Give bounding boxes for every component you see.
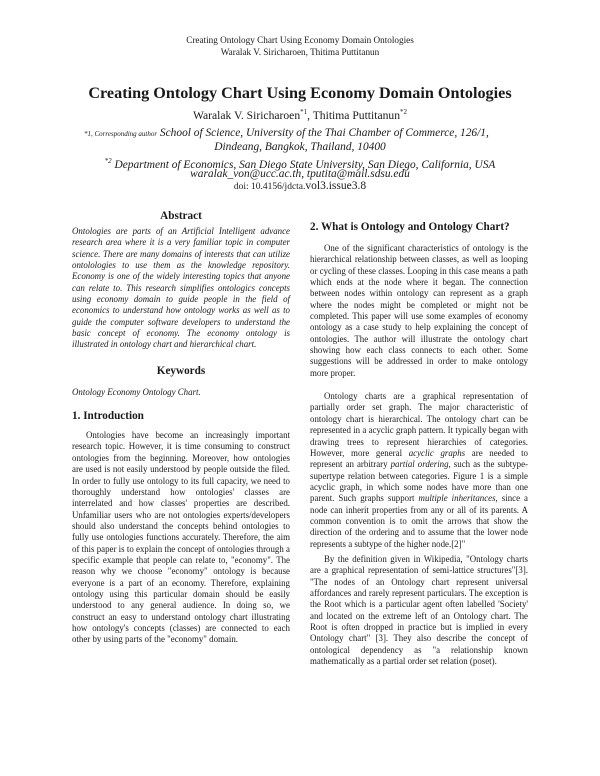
author-2: Thitima Puttitanun [312, 108, 400, 122]
affiliation-1 [84, 126, 544, 141]
section-2-heading: 2. What is Ontology and Ontology Chart? [310, 221, 510, 233]
keywords-text: Ontology Economy Ontology Chart. [72, 386, 201, 397]
abstract-text: Ontologies are parts of an Artificial Intelligent advance research area where it is a very familiar topic in computer science. There are many domains of interests that can utilize ontolologies to use them as the knowledge repository. Economy is one of the widely interesting topics that anyone can relate to. This research simplifies ontologics concepts using economy domain to guide people in the field of economics to understand how ontology works as well as to guide the computer software developers to understand the basic concept of economy. The economy ontology is illustrated in ontology chart and hierarchical chart. [72, 226, 290, 350]
p2-term-multiple-inheritances: multiple inheritances [418, 493, 496, 504]
p2-text-a: Ontology charts are a graphical representation of partially order set graph. The major characteristic of ontology chart is hierarchical. The ontology chart can be represented in a acyclic graph pattern. It typically began with drawing trees to represent hierarchies of categories. However, more general [310, 391, 528, 458]
left-column [72, 210, 290, 646]
affiliation-2-marker: *2 [104, 157, 112, 165]
abstract-heading: Abstract [160, 210, 202, 222]
affiliation-1-line: School of Science, University of the Thai Chamber of Commerce, 126/1, [159, 127, 489, 139]
author-emails: waralak_von@ucc.ac.th, tputita@mail.sdsu.edu [190, 168, 410, 180]
paper-title: Creating Ontology Chart Using Economy Domain Ontologies [88, 84, 512, 102]
introduction-heading: 1. Introduction [72, 410, 144, 423]
right-column [310, 221, 528, 667]
doi [0, 180, 600, 192]
running-head [0, 35, 600, 58]
p2-term-acyclic-graphs: acyclic graphs [408, 447, 466, 458]
p2-text-c: are needed to represent an arbitrary [310, 447, 528, 470]
running-head-title: Creating Ontology Chart Using Economy Domain Ontologies [186, 35, 414, 45]
author-1-marker: *1 [300, 108, 308, 116]
corresponding-author-tag: *1, Corresponding author [84, 130, 158, 138]
introduction-paragraph: Ontologies have become an increasingly important research topic. However, it is time consuming to construct ontologies from the beginning. Moreover, how ontologies are used is not easily understood by people outside the filed. In order to fully use ontology to its full capacity, we need to thoroughly understand how ontologies' classes are interrelated and how classes' properties are described. Unfamiliar users who are not ontologies experts/developers should also understand the concepts behind ontologies to fully use ontologies functions accurately. Therefore, the aim of this paper is to explain the concept of ontologies through a specific example that people can relate to, "economy". The reason why we choose "economy" ontology is because everyone is a part of an economy. Therefore, explaining ontology using this particular domain should be easily understood to any general audience. In doing so, we construct an easy to understand ontology chart illustrating how ontology's concepts (classes) are connected to each other by using parts of the "economy" domain. [72, 430, 290, 645]
running-head-authors: Waralak V. Siricharoen, Thitima Puttitanun [220, 46, 380, 57]
keywords-heading: Keywords [156, 364, 206, 377]
section-2-paragraph-1: One of the significant characteristics of ontology is the hierarchical relationship between classes, as well as looping or cycling of these classes. Looping in this case means a path which ends at the node where it began. The connection between nodes within ontology can represent as a graph where the nodes might be completed or might not be completed. This paper will use some examples of economy ontology as a case study to help explaining the concept of ontologies. The author will illustrate the ontology chart showing how each class connects to each other. Some suggestions will be addressed in order to make ontology more proper. [310, 243, 528, 378]
section-2-paragraph-2 [310, 391, 528, 550]
doi-volume: vol3.issue3.8 [305, 180, 367, 192]
author-2-marker: *2 [400, 108, 407, 116]
doi-prefix: doi: 10.4156/jdcta. [233, 182, 306, 192]
author-1: Waralak V. Siricharoen [192, 108, 301, 122]
affiliation-1-line-2: Dindeang, Bangkok, Thailand, 10400 [214, 141, 386, 153]
section-2-paragraph-3: By the definition given in Wikipedia, "Ontology charts are a graphical representation of semi-lattice structures"[3]. "The nodes of an Ontology chart represent universal affordances and rarely represent particulars. The exception is the Root which is a particular agent often labelled 'Society' and located on the extreme left of an Ontology chart. The Root is often dropped in practice but is implied in every Ontology chart" [3]. They also describe the concept of ontological dependency as "a relationship known mathematically as a partial order set relation (poset). [310, 553, 528, 667]
p2-text-e: , such as the subtype-supertype relation between categories. Figure 1 is a simple acyclic graph, in which some nodes have more than one parent. Such graphs support [310, 459, 529, 504]
affiliation-2-line: Department of Economics, San Diego State University, San Diego, California, USA [114, 158, 496, 171]
p2-text-g: , since a node can inherit properties from any or all of its parents. A common convention is to omit the arrows that show the direction of the ordering and to assume that the lower node represents a subtype of the higher node.[2]" [310, 493, 528, 549]
p2-term-partial-ordering: partial ordering [390, 459, 449, 470]
author-line [0, 108, 600, 122]
author-separator: , [307, 108, 313, 122]
